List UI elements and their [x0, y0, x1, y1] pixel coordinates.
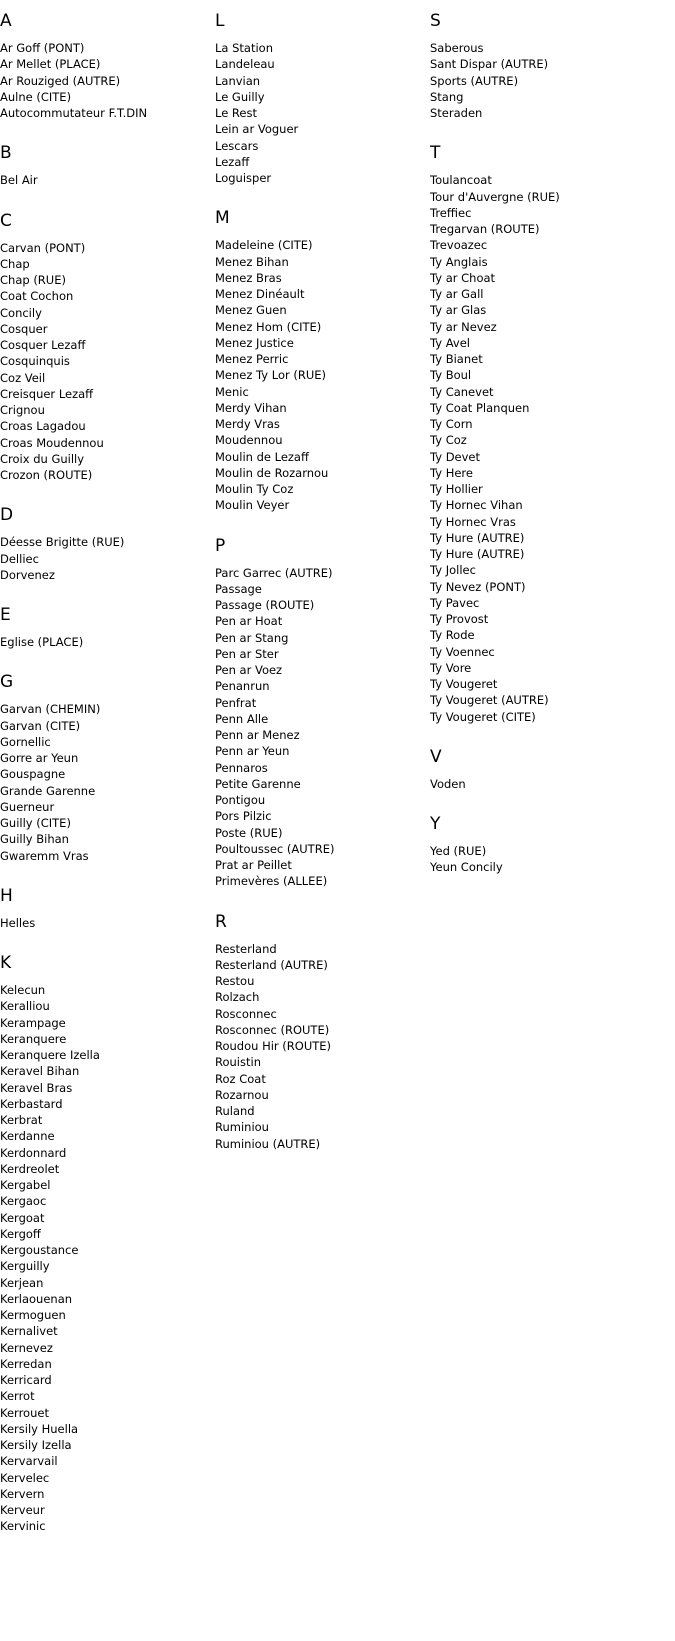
street-name: Lezaff [215, 154, 250, 169]
street-name: Rozarnou [215, 1087, 269, 1102]
street-name: Rosconnec [215, 1006, 277, 1021]
street-name: Menez Guen [215, 303, 287, 318]
street-name: Penfrat [215, 695, 257, 710]
street-name: Gwaremm Vras [0, 848, 89, 863]
street-name: Ty Voennec [430, 644, 495, 659]
street-name: Kervinic [0, 1519, 46, 1534]
street-name: Kerredan [0, 1356, 52, 1371]
street-name: Rosconnec (ROUTE) [215, 1022, 330, 1037]
street-name: Kerdonnard [0, 1145, 67, 1160]
street-name: Kerdanne [0, 1129, 55, 1144]
street-name: Ty Devet [430, 449, 481, 464]
street-name: Poultoussec (AUTRE) [215, 841, 335, 856]
street-name: Ruland [215, 1104, 255, 1118]
street-name: Pors Pilzic [215, 809, 272, 824]
street-name: Pennaros [215, 760, 268, 775]
street-name: Guerneur [0, 799, 55, 814]
street-name: Ty ar Gall [430, 287, 484, 301]
street-name: Moudennou [215, 433, 283, 448]
street-name: Merdy Vras [215, 417, 280, 431]
street-name: Guilly (CITE) [0, 816, 71, 830]
street-list [430, 843, 640, 876]
street-name: Primevères (ALLEE) [215, 874, 328, 889]
street-name: Ty Here [430, 465, 473, 480]
street-name: Ty ar Choat [430, 270, 496, 285]
street-name: Prat ar Peillet [215, 858, 292, 872]
street-name: Ty Bianet [430, 352, 483, 366]
street-name: Lein ar Voguer [215, 122, 299, 137]
street-name: Pontigou [215, 793, 266, 807]
section-letter: M [215, 208, 230, 229]
street-name: Ty Avel [430, 335, 470, 350]
street-name: Kervern [0, 1486, 45, 1501]
street-name: Kergoff [0, 1226, 41, 1241]
street-name: Penanrun [215, 679, 270, 694]
street-name: Kervarvail [0, 1454, 58, 1469]
street-name: Menez Hom (CITE) [215, 319, 322, 334]
street-name: Kerguilly [0, 1259, 50, 1274]
street-name: Menez Dinéault [215, 287, 305, 301]
letter-section [215, 11, 425, 186]
street-name: Autocommutateur F.T.DIN [0, 106, 148, 120]
street-name: Eglise (PLACE) [0, 635, 84, 649]
street-name: Ty Provost [430, 612, 489, 626]
street-name: Le Guilly [215, 89, 265, 104]
street-name: Poste (RUE) [215, 825, 283, 840]
street-name: Dorvenez [0, 567, 55, 582]
street-name: Pen ar Ster [215, 646, 279, 661]
street-name: Cosquer [0, 321, 48, 336]
letter-section [430, 143, 640, 725]
letter-section [215, 912, 425, 1152]
street-name: Tour d'Auvergne (RUE) [430, 189, 560, 204]
street-name: Kernevez [0, 1340, 53, 1355]
street-name: Grande Garenne [0, 783, 96, 798]
street-name: Voden [430, 776, 466, 791]
street-name: Ty Vougeret (CITE) [430, 709, 536, 724]
street-name: Bel Air [0, 173, 38, 188]
section-letter: T [430, 143, 441, 164]
street-name: Ar Goff (PONT) [0, 41, 85, 55]
street-name: Garvan (CHEMIN) [0, 702, 101, 717]
street-name: Menez Perric [215, 352, 289, 366]
letter-section [0, 886, 210, 931]
street-name: Penn ar Yeun [215, 744, 290, 759]
street-name: Lescars [215, 138, 259, 153]
street-name: Pen ar Hoat [215, 614, 283, 629]
street-list [0, 982, 210, 1535]
street-name: Trevoazec [430, 238, 488, 253]
column-2 [215, 0, 425, 1152]
section-letter: P [215, 535, 226, 556]
street-list [215, 565, 425, 890]
street-name: Coat Cochon [0, 289, 74, 304]
street-name: Gouspagne [0, 767, 66, 782]
street-name: Kermoguen [0, 1308, 66, 1322]
street-name: Aulne (CITE) [0, 89, 72, 104]
section-letter: H [0, 885, 13, 906]
letter-section [0, 211, 210, 484]
street-name: Tregarvan (ROUTE) [430, 222, 540, 236]
street-name: Kergaoc [0, 1194, 47, 1209]
letter-section [0, 953, 210, 1535]
street-name: Menez Justice [215, 335, 294, 350]
street-name: Chap [0, 256, 30, 271]
letter-section [430, 814, 640, 876]
street-name: Déesse Brigitte (RUE) [0, 535, 125, 550]
street-name: Kerrouet [0, 1405, 49, 1420]
street-name: Pen ar Stang [215, 630, 289, 645]
street-name: Kerrot [0, 1389, 35, 1404]
street-name: Sant Dispar (AUTRE) [430, 57, 549, 72]
street-name: Ty Hollier [430, 482, 483, 496]
section-letter: B [0, 143, 12, 164]
street-list [0, 534, 210, 583]
street-name: Petite Garenne [215, 776, 301, 791]
letter-section [215, 208, 425, 513]
street-name: Ty Corn [430, 417, 473, 431]
street-name: Ty Vougeret [430, 677, 498, 691]
street-name: Penn Alle [215, 711, 269, 726]
street-name: Stang [430, 89, 464, 104]
street-name: Yeun Concily [430, 860, 503, 875]
street-name: Yed (RUE) [430, 844, 487, 858]
street-name: Croix du Guilly [0, 451, 85, 466]
street-list [430, 40, 640, 121]
street-name: Ty Vougeret (AUTRE) [430, 693, 549, 708]
section-letter: C [0, 210, 12, 231]
street-name: Kelecun [0, 983, 46, 997]
street-name: Pen ar Voez [215, 663, 283, 677]
street-name: Ty ar Nevez [430, 319, 497, 334]
street-name: Kerveur [0, 1503, 45, 1517]
street-name: Merdy Vihan [215, 400, 287, 415]
street-name: Penn ar Menez [215, 728, 300, 742]
street-name: Roz Coat [215, 1071, 266, 1086]
street-name: Croas Lagadou [0, 419, 86, 434]
letter-section [0, 605, 210, 650]
street-name: Chap (RUE) [0, 273, 66, 287]
street-name: Menez Bras [215, 270, 282, 285]
street-list [0, 701, 210, 864]
letter-section [0, 505, 210, 583]
section-letter: Y [430, 814, 441, 834]
street-name: Ar Rouziged (AUTRE) [0, 73, 121, 88]
street-name: Ty Jollec [430, 563, 476, 578]
section-letter: R [215, 911, 227, 932]
street-name: Passage [215, 581, 262, 596]
street-name: Coz Veil [0, 370, 46, 385]
street-name: Concily [0, 305, 42, 320]
street-name: Ruminiou (AUTRE) [215, 1136, 321, 1151]
street-name: Le Rest [215, 106, 257, 120]
street-name: Restou [215, 974, 255, 988]
street-name: Kerricard [0, 1373, 52, 1387]
street-name: Ty ar Glas [430, 303, 487, 318]
street-name: Helles [0, 915, 36, 930]
street-name: Ty Coat Planquen [430, 400, 530, 415]
street-list [0, 634, 210, 650]
street-name: Ar Mellet (PLACE) [0, 57, 101, 72]
street-name: Gorre ar Yeun [0, 751, 79, 765]
street-name: Landeleau [215, 57, 275, 72]
street-name: Resterland [215, 941, 277, 956]
street-name: Treffiec [430, 205, 472, 220]
street-name: Kerampage [0, 1015, 66, 1030]
street-name: Moulin Ty Coz [215, 482, 294, 496]
letter-section [215, 536, 425, 890]
street-name: Kergabel [0, 1178, 51, 1192]
street-name: Keranquere Izella [0, 1048, 100, 1062]
street-list [0, 240, 210, 484]
street-name: Guilly Bihan [0, 832, 69, 847]
street-list [0, 172, 210, 188]
street-name: Roudou Hir (ROUTE) [215, 1039, 332, 1053]
street-name: Ty Hornec Vras [430, 514, 516, 529]
street-name: Lanvian [215, 73, 261, 88]
street-name: Keravel Bihan [0, 1064, 80, 1079]
street-name: Resterland (AUTRE) [215, 957, 328, 972]
street-name: Garvan (CITE) [0, 718, 81, 733]
street-name: Crozon (ROUTE) [0, 468, 93, 482]
street-name: Gornellic [0, 734, 51, 749]
street-name: Ty Canevet [430, 384, 494, 399]
street-name: Madeleine (CITE) [215, 238, 313, 253]
letter-section [430, 747, 640, 792]
street-name: Steraden [430, 106, 483, 120]
street-name: Delliec [0, 551, 39, 566]
street-name: Kernalivet [0, 1324, 58, 1339]
column-3 [430, 0, 640, 876]
street-name: Sports (AUTRE) [430, 73, 519, 88]
street-name: Toulancoat [430, 173, 492, 188]
street-list [215, 237, 425, 513]
section-letter: E [0, 605, 11, 625]
street-name: Rolzach [215, 990, 260, 1005]
street-name: Kerjean [0, 1275, 44, 1290]
street-name: Keravel Bras [0, 1080, 73, 1095]
section-letter: K [0, 953, 12, 973]
street-name: Rouistin [215, 1055, 261, 1070]
street-name: Kervelec [0, 1470, 50, 1485]
street-name: Loguisper [215, 171, 272, 185]
street-name: Crignou [0, 403, 45, 417]
street-list [0, 40, 210, 121]
street-name: Parc Garrec (AUTRE) [215, 565, 333, 580]
street-name: Kerlaouenan [0, 1291, 73, 1306]
street-name: Menez Bihan [215, 254, 289, 269]
street-name: Moulin Veyer [215, 498, 290, 513]
street-name: Kersily Huella [0, 1421, 79, 1436]
letter-section [0, 11, 210, 121]
street-name: Ty Hure (AUTRE) [430, 547, 525, 561]
street-name: Ty Hornec Vihan [430, 498, 523, 513]
street-name: Kerbastard [0, 1096, 63, 1111]
street-name: Ty Nevez (PONT) [430, 579, 526, 594]
section-letter: D [0, 505, 14, 526]
street-name: Croas Moudennou [0, 435, 104, 450]
street-list [215, 941, 425, 1152]
letter-section [430, 11, 640, 121]
street-name: Creisquer Lezaff [0, 386, 94, 401]
street-name: La Station [215, 41, 273, 55]
section-letter: L [215, 11, 225, 31]
street-name: Kergoustance [0, 1243, 79, 1257]
street-name: Cosquer Lezaff [0, 338, 86, 352]
street-list [430, 776, 640, 792]
street-name: Ty Anglais [430, 254, 488, 269]
letter-section [0, 672, 210, 864]
street-name: Passage (ROUTE) [215, 598, 315, 612]
letter-section [0, 143, 210, 188]
section-letter: A [0, 11, 12, 31]
street-name: Kergoat [0, 1210, 45, 1225]
street-list [215, 40, 425, 186]
street-name: Menez Ty Lor (RUE) [215, 368, 327, 383]
street-name: Ruminiou [215, 1120, 269, 1135]
street-name: Ty Rode [430, 628, 475, 643]
section-letter: V [430, 746, 442, 767]
street-name: Ty Boul [430, 368, 472, 383]
street-name: Menic [215, 384, 249, 399]
street-name: Kerdreolet [0, 1161, 60, 1176]
column-1 [0, 0, 210, 1535]
street-name: Ty Pavec [430, 595, 480, 610]
street-name: Saberous [430, 41, 484, 55]
street-name: Kersily Izella [0, 1438, 72, 1452]
street-name: Ty Vore [430, 660, 472, 675]
street-list [0, 915, 210, 931]
section-letter: S [430, 11, 441, 31]
street-name: Keranquere [0, 1031, 67, 1046]
section-letter: G [0, 672, 14, 693]
street-name: Moulin de Rozarnou [215, 465, 329, 480]
street-name: Carvan (PONT) [0, 240, 86, 255]
street-name: Kerbrat [0, 1113, 43, 1127]
street-name: Moulin de Lezaff [215, 449, 309, 464]
street-name: Keralliou [0, 999, 50, 1014]
street-name: Cosquinquis [0, 354, 70, 369]
street-list [430, 172, 640, 725]
street-name: Ty Coz [430, 433, 467, 448]
street-name: Ty Hure (AUTRE) [430, 530, 525, 545]
